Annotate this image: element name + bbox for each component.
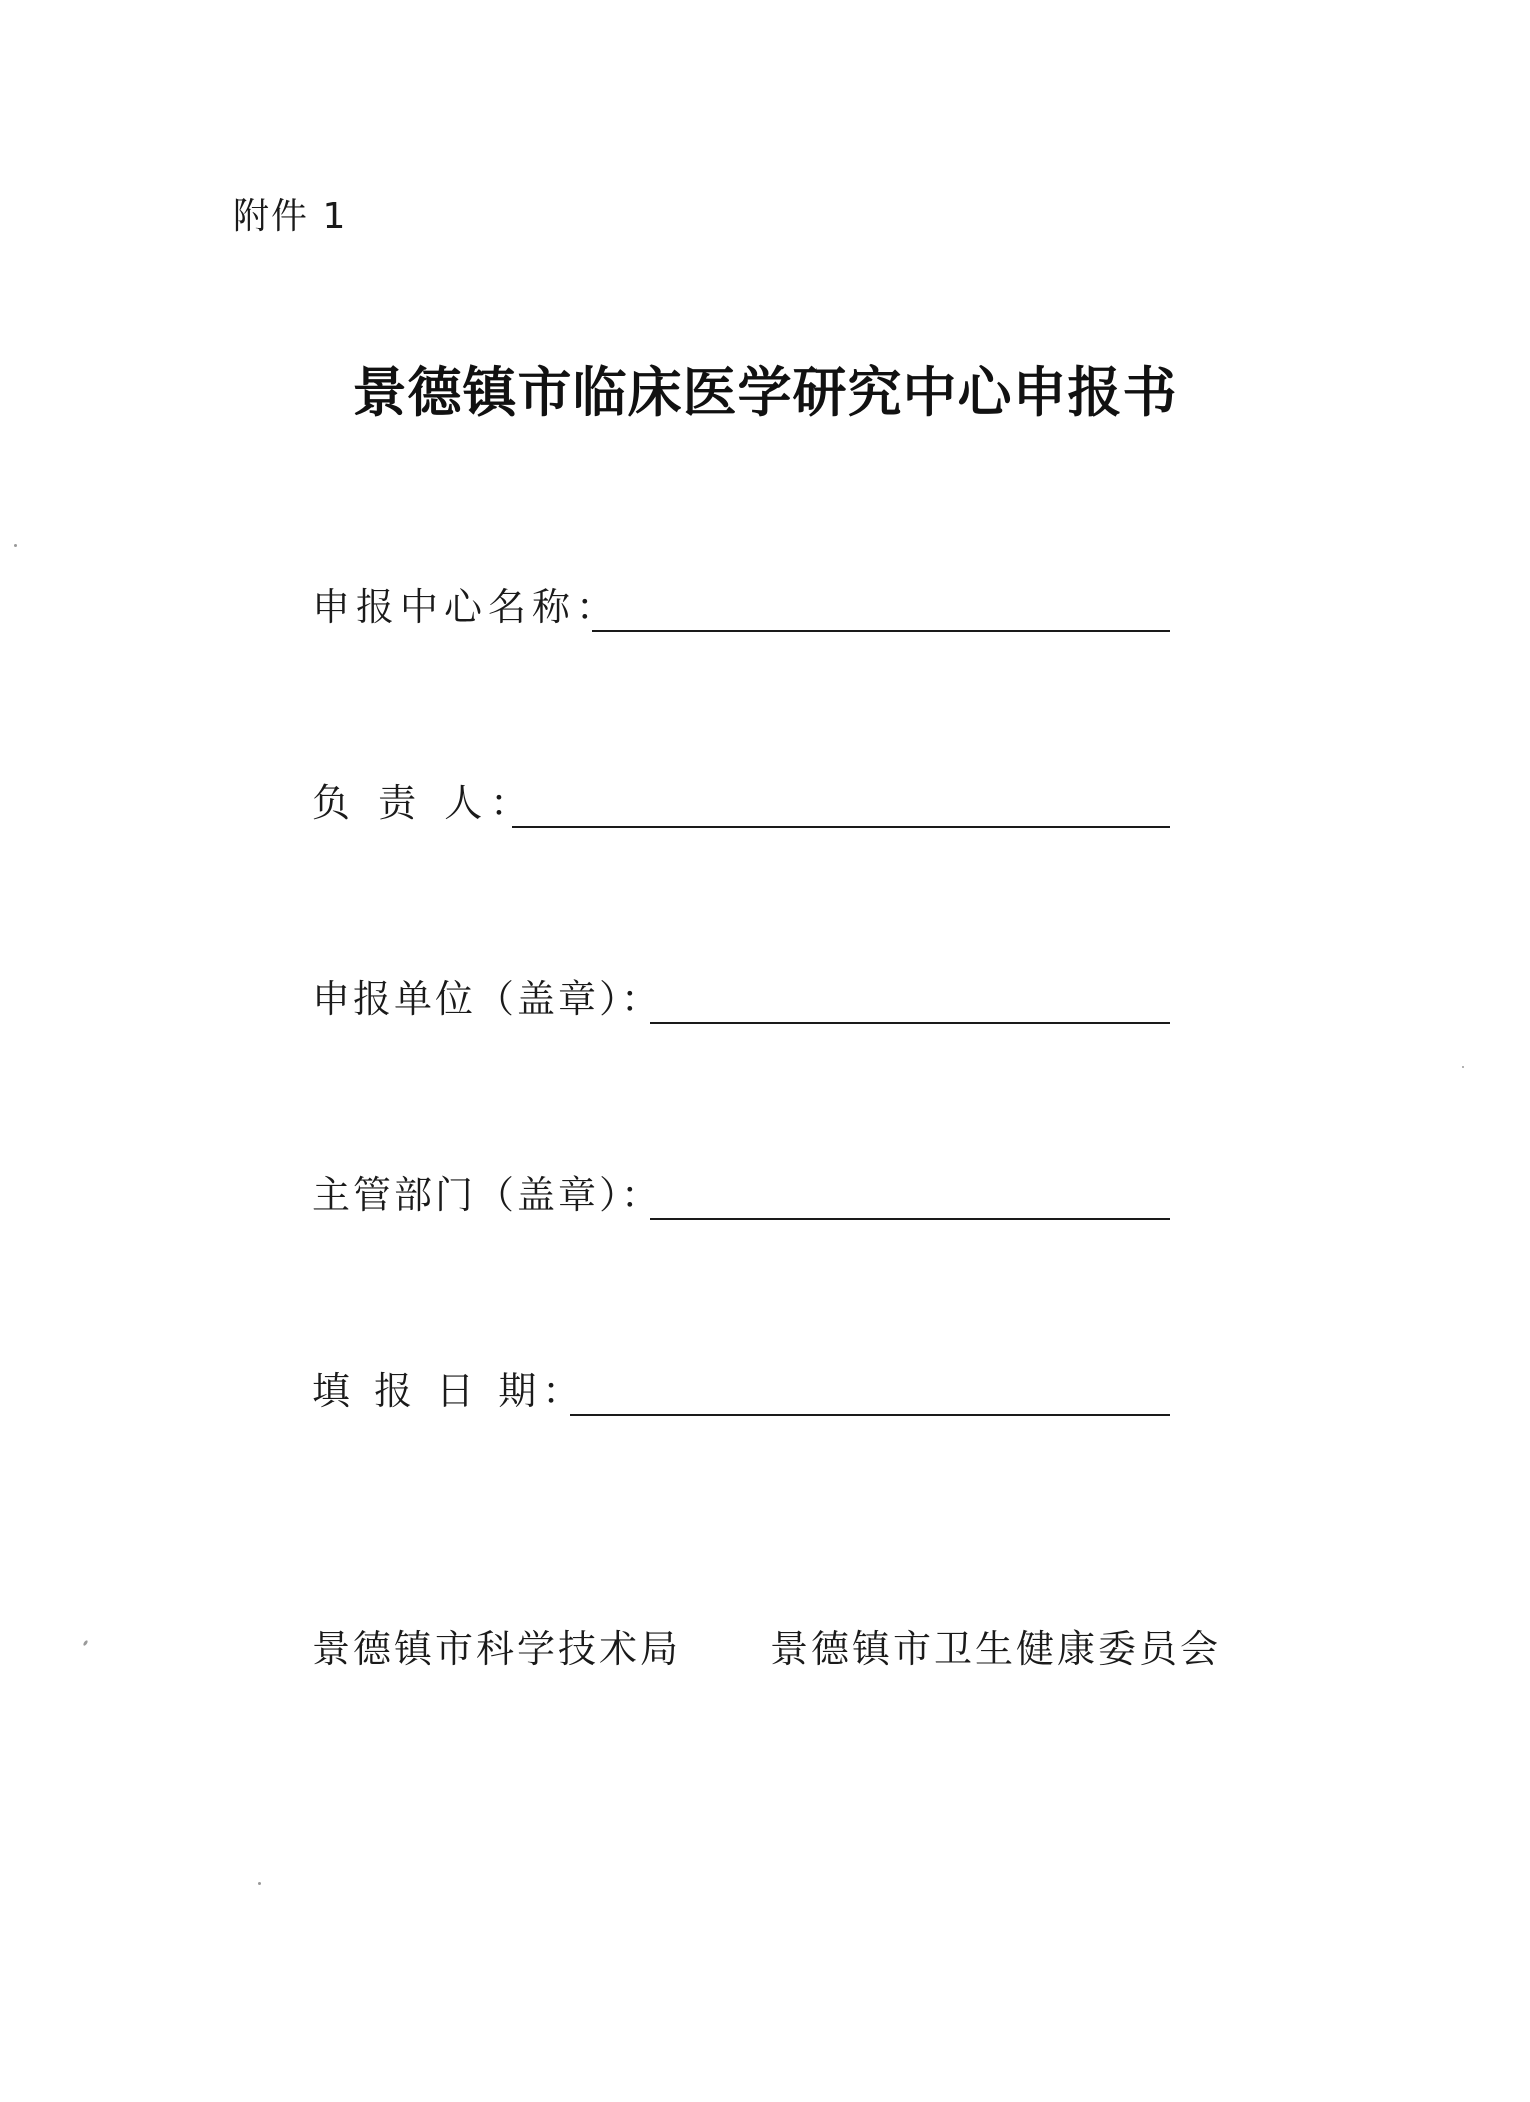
scan-speck [83,1640,89,1647]
field-responsible-person-label: 负 责 人： [312,781,537,825]
field-responsible-person [312,768,1172,828]
field-supervising-department-input[interactable] [650,1218,1170,1220]
field-submission-date-label: 填 报 日 期： [312,1369,587,1413]
scan-speck [1462,1066,1464,1068]
attachment-label: 附件 1 [233,196,348,237]
footer-issuer-right: 景德镇市卫生健康委员会 [770,1627,1222,1671]
field-center-name-label: 申报中心名称： [312,585,621,629]
scan-speck [258,1882,261,1885]
field-supervising-department-label: 主管部门（盖章）： [312,1173,663,1217]
field-submission-date-input[interactable] [570,1414,1170,1416]
field-applicant-unit [312,964,1172,1024]
field-center-name-input[interactable] [592,630,1170,632]
scan-speck [14,544,17,547]
footer-issuer-left: 景德镇市科学技术局 [312,1627,682,1671]
document-title: 景德镇市临床医学研究中心申报书 [352,360,1178,424]
field-applicant-unit-input[interactable] [650,1022,1170,1024]
field-responsible-person-input[interactable] [512,826,1170,828]
field-center-name [312,572,1172,632]
field-applicant-unit-label: 申报单位（盖章）： [312,977,663,1021]
field-supervising-department [312,1160,1172,1220]
field-submission-date [312,1356,1172,1416]
